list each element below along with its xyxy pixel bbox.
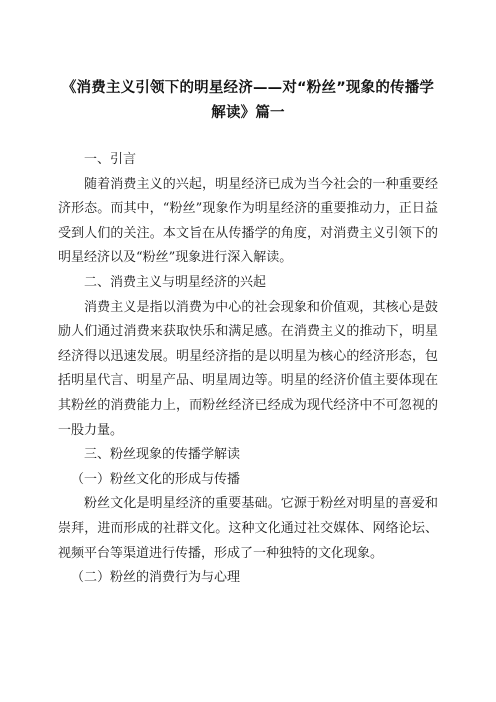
section-heading-fan-phenomenon: 三、粉丝现象的传播学解读 (84, 447, 241, 463)
document-title (58, 76, 438, 126)
paragraph-introduction: 随着消费主义的兴起，明星经济已成为当今社会的一种重要经济形态。而其中，“粉丝”现象作为明星经济的重要推动力，正日益受到人们的关注。本文旨在从传播学的角度，对消费主义引领下的明星经济以及“粉丝”现象进行深入解读。 (58, 176, 438, 266)
section-heading-introduction: 一、引言 (84, 152, 137, 167)
title-line-2: 解读》篇一 (211, 105, 285, 121)
title-line-1: 《消费主义引领下的明星经济——对“粉丝”现象的传播学 (61, 80, 435, 96)
paragraph-fan-culture: 粉丝文化是明星经济的重要基础。它源于粉丝对明星的喜爱和崇拜，进而形成的社群文化。这种文化通过社交媒体、网络论坛、视频平台等渠道进行传播，形成了一种独特的文化现象。 (58, 496, 438, 561)
section-heading-consumerism: 二、消费主义与明星经济的兴起 (84, 274, 267, 290)
document-body (58, 148, 438, 591)
subsection-heading-fan-consumption: （二）粉丝的消费行为与心理 (71, 570, 241, 586)
subsection-heading-fan-culture: （一）粉丝文化的形成与传播 (71, 471, 241, 487)
paragraph-consumerism: 消费主义是指以消费为中心的社会现象和价值观，其核心是鼓励人们通过消费来获取快乐和满足感。在消费主义的推动下，明星经济得以迅速发展。明星经济指的是以明星为核心的经济形态，包括明星代言、明星产品、明星周边等。明星的经济价值主要体现在其粉丝的消费能力上，而粉丝经济已经成为现代经济中不可忽视的一股力量。 (58, 299, 438, 438)
